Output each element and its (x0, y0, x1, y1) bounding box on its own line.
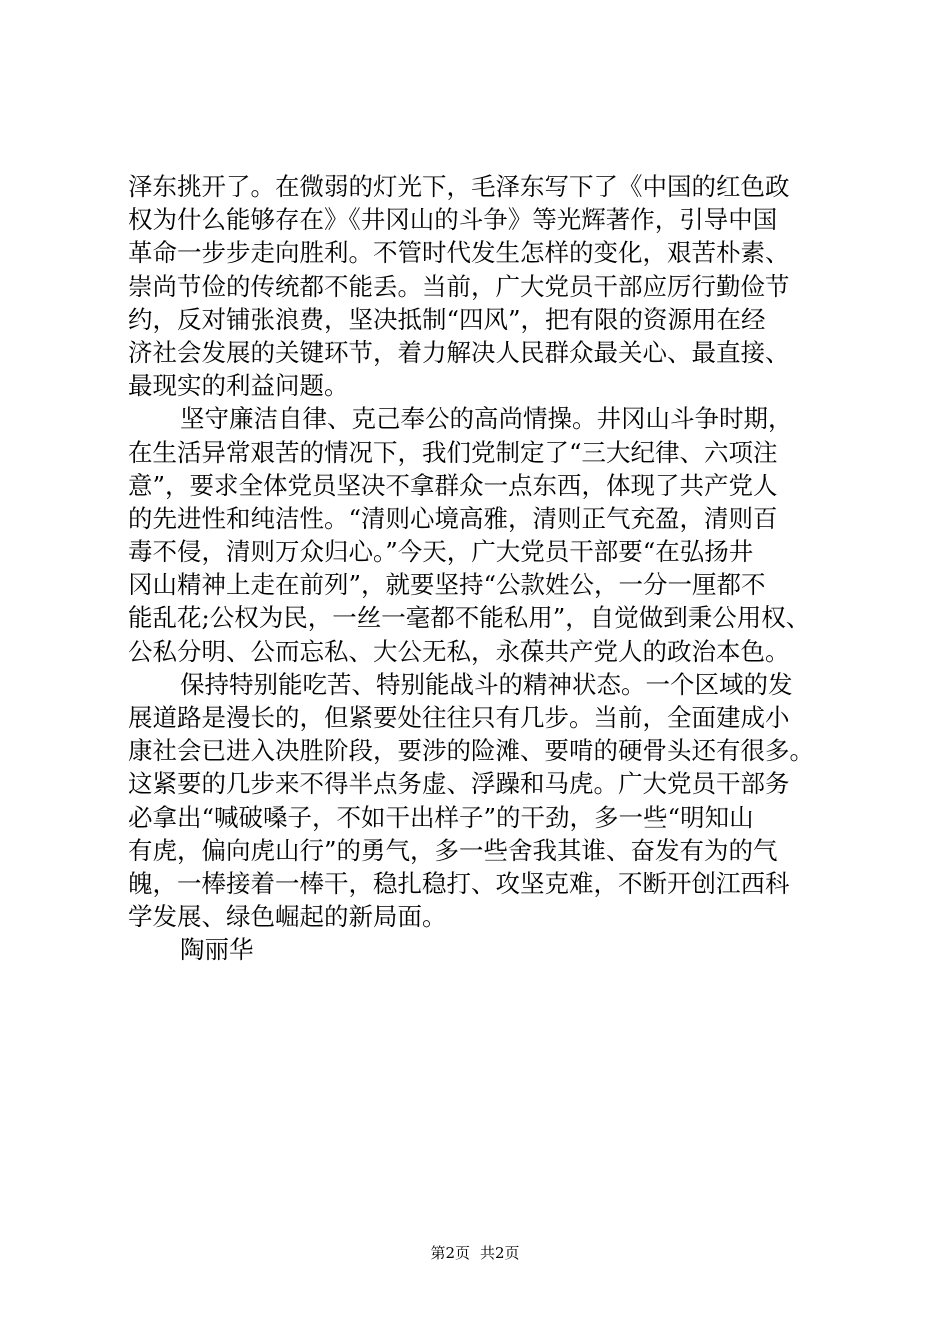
page-footer (0, 1243, 950, 1263)
text-line: 济社会发展的关键环节，着力解决人民群众最关心、最直接、 (128, 337, 790, 367)
text-line: 必拿出“喊破嗓子，不如干出样子”的干劲，多一些“明知山 (128, 802, 754, 832)
text-line: 崇尚节俭的传统都不能丢。当前，广大党员干部应厉行勤俭节 (128, 271, 790, 301)
text-line: 展道路是漫长的，但紧要处往往只有几步。当前，全面建成小 (128, 703, 790, 732)
text-line: 泽东挑开了。在微弱的灯光下，毛泽东写下了《中国的红色政 (128, 172, 790, 201)
text-line: 意”，要求全体党员坚决不拿群众一点东西，体现了共产党人 (128, 470, 778, 500)
page-number-total: 共2页 (480, 1244, 520, 1262)
paragraph-start-line: 保持特别能吃苦、特别能战斗的精神状态。一个区域的发 (180, 669, 793, 699)
page-number-current: 第2页 (430, 1244, 470, 1262)
author-name: 陶丽华 (180, 935, 254, 965)
text-line: 这紧要的几步来不得半点务虚、浮躁和马虎。广大党员干部务 (128, 769, 790, 799)
text-line: 最现实的利益问题。 (128, 371, 349, 401)
text-line: 冈山精神上走在前列”，就要坚持“公款姓公，一分一厘都不 (128, 570, 766, 600)
text-line: 有虎，偏向虎山行”的勇气，多一些舍我其谁、奋发有为的气 (128, 835, 778, 865)
text-line: 毒不侵，清则万众归心。”今天，广大党员干部要“在弘扬井 (128, 537, 754, 567)
text-line: 革命一步步走向胜利。不管时代发生怎样的变化，艰苦朴素、 (128, 238, 790, 268)
text-line: 魄，一棒接着一棒干，稳扎稳打、攻坚克难，不断开创江西科 (128, 868, 790, 898)
text-line: 能乱花;公权为民，一丝一毫都不能私用”，自觉做到秉公用权、 (128, 603, 811, 633)
text-line: 康社会已进入决胜阶段，要涉的险滩、要啃的硬骨头还有很多。 (128, 736, 814, 766)
text-line: 权为什么能够存在》《井冈山的斗争》等光辉著作，引导中国 (128, 205, 778, 235)
text-line: 学发展、绿色崛起的新局面。 (128, 902, 447, 932)
text-line: 公私分明、公而忘私、大公无私，永葆共产党人的政治本色。 (128, 636, 790, 666)
document-body (128, 170, 836, 967)
text-line: 的先进性和纯洁性。“清则心境高雅，清则正气充盈，清则百 (128, 503, 778, 533)
text-line: 在生活异常艰苦的情况下，我们党制定了“三大纪律、六项注 (128, 437, 778, 467)
paragraph-start-line: 坚守廉洁自律、克己奉公的高尚情操。井冈山斗争时期， (180, 404, 793, 434)
text-line: 约，反对铺张浪费，坚决抵制“四风”，把有限的资源用在经 (128, 304, 766, 334)
